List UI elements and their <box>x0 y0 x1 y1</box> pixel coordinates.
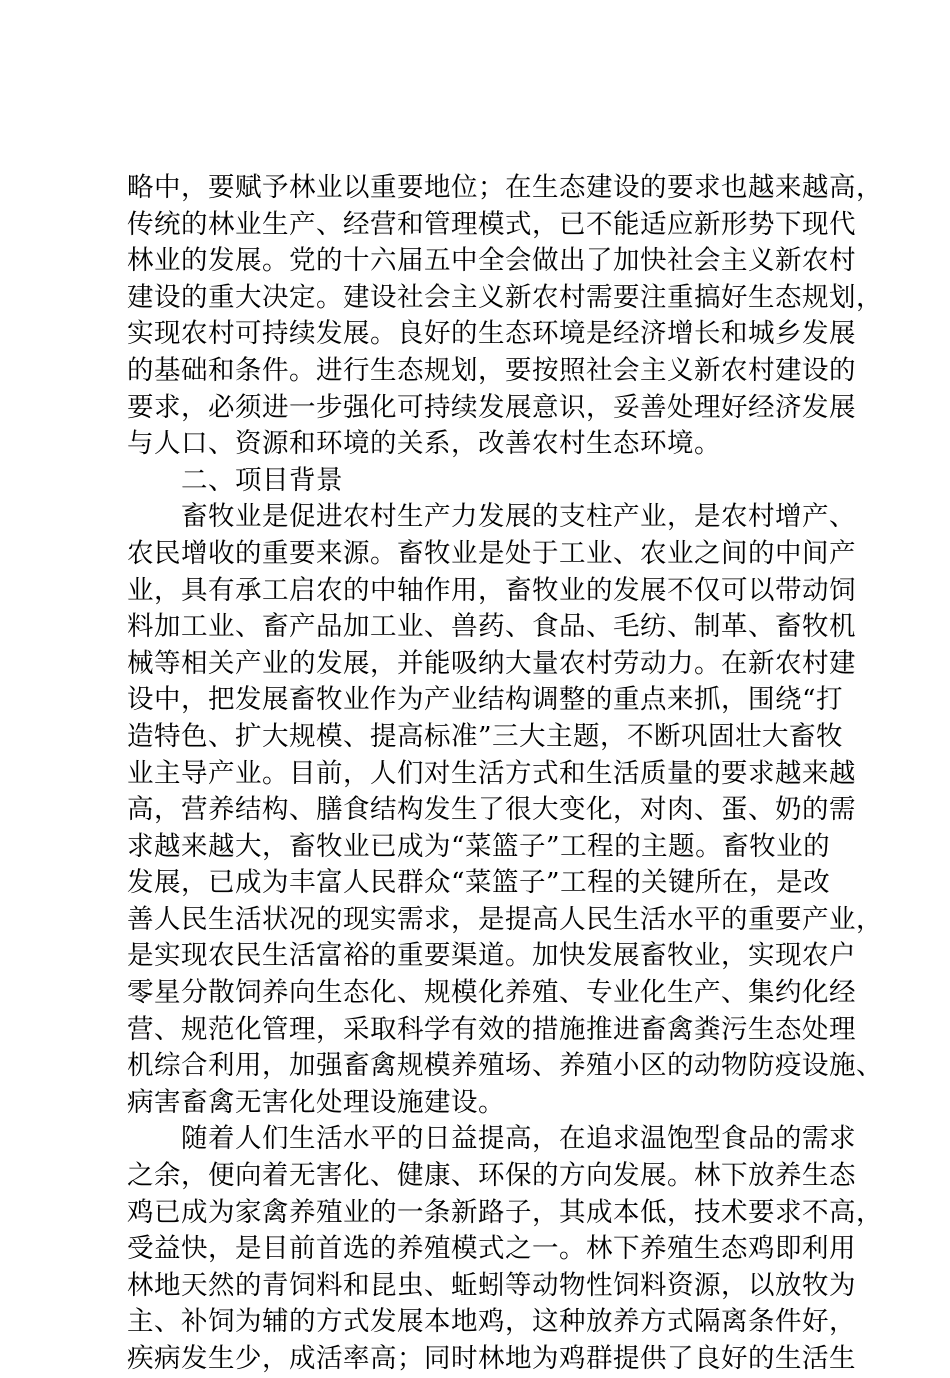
text-line: 的基础和条件。进行生态规划，要按照社会主义新农村建设的 <box>127 354 856 386</box>
text-line: 料加工业、畜产品加工业、兽药、食品、毛纺、制革、畜牧机 <box>127 611 856 643</box>
text-line: 主、补饲为辅的方式发展本地鸡，这种放养方式隔离条件好， <box>127 1306 856 1338</box>
text-line: 善人民生活状况的现实需求，是提高人民生活水平的重要产业， <box>127 903 883 935</box>
text-line: 农民增收的重要来源。畜牧业是处于工业、农业之间的中间产 <box>127 537 856 569</box>
text-line: 零星分散饲养向生态化、规模化养殖、专业化生产、集约化经 <box>127 977 856 1009</box>
text-line: 业主导产业。目前，人们对生活方式和生活质量的要求越来越 <box>127 757 856 789</box>
text-line: 求越来越大，畜牧业已成为“菜篮子”工程的主题。畜牧业的 <box>127 830 831 862</box>
text-line: 要求，必须进一步强化可持续发展意识，妥善处理好经济发展 <box>127 391 856 423</box>
text-line: 设中，把发展畜牧业作为产业结构调整的重点来抓，围绕“打 <box>127 684 844 716</box>
text-line: 是实现农民生活富裕的重要渠道。加快发展畜牧业，实现农户 <box>127 940 856 972</box>
text-line: 鸡已成为家禽养殖业的一条新路子，其成本低，技术要求不高， <box>127 1196 883 1228</box>
text-line: 发展，已成为丰富人民群众“菜篮子”工程的关键所在，是改 <box>127 867 831 899</box>
text-line: 与人口、资源和环境的关系，改善农村生态环境。 <box>127 428 721 460</box>
text-line: 业，具有承工启农的中轴作用，畜牧业的发展不仅可以带动饲 <box>127 574 856 606</box>
text-line: 高，营养结构、膳食结构发生了很大变化，对肉、蛋、奶的需 <box>127 794 856 826</box>
text-line: 传统的林业生产、经营和管理模式，已不能适应新形势下现代 <box>127 208 856 240</box>
text-line: 建设的重大决定。建设社会主义新农村需要注重搞好生态规划， <box>127 281 883 313</box>
text-line: 机综合利用，加强畜禽规模养殖场、养殖小区的动物防疫设施、 <box>127 1050 883 1082</box>
text-line: 病害畜禽无害化处理设施建设。 <box>127 1086 505 1118</box>
text-line: 之余，便向着无害化、健康、环保的方向发展。林下放养生态 <box>127 1160 856 1192</box>
text-line: 畜牧业是促进农村生产力发展的支柱产业，是农村增产、 <box>181 501 856 533</box>
text-line: 疾病发生少，成活率高；同时林地为鸡群提供了良好的生活生 <box>127 1343 856 1374</box>
text-line: 实现农村可持续发展。良好的生态环境是经济增长和城乡发展 <box>127 318 856 350</box>
text-line: 林地天然的青饲料和昆虫、蚯蚓等动物性饲料资源，以放牧为 <box>127 1269 856 1301</box>
text-line: 随着人们生活水平的日益提高，在追求温饱型食品的需求 <box>181 1123 856 1155</box>
text-line: 林业的发展。党的十六届五中全会做出了加快社会主义新农村 <box>127 245 856 277</box>
section-heading: 二、项目背景 <box>181 464 343 496</box>
text-line: 略中，要赋予林业以重要地位；在生态建设的要求也越来越高， <box>127 172 883 203</box>
text-line: 造特色、扩大规模、提高标准”三大主题，不断巩固壮大畜牧 <box>127 720 844 752</box>
text-line: 械等相关产业的发展，并能吸纳大量农村劳动力。在新农村建 <box>127 647 856 679</box>
text-line: 营、规范化管理，采取科学有效的措施推进畜禽粪污生态处理 <box>127 1013 856 1045</box>
document-body-text <box>127 170 883 1378</box>
text-line: 受益快，是目前首选的养殖模式之一。林下养殖生态鸡即利用 <box>127 1233 856 1265</box>
